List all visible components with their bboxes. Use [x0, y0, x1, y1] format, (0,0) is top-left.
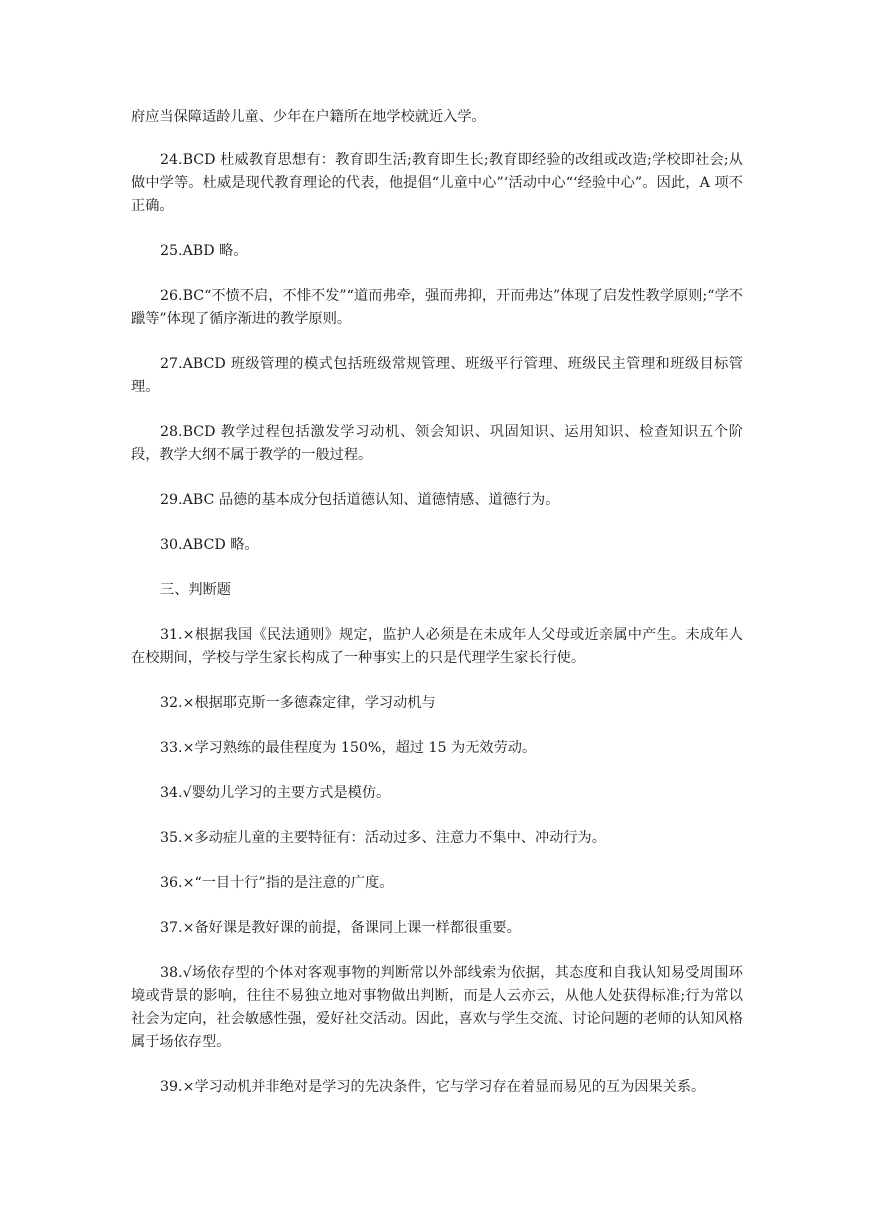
- answer-32: 32.×根据耶克斯一多德森定律，学习动机与: [160, 695, 436, 711]
- answer-34: 34.√婴幼儿学习的主要方式是模仿。: [160, 785, 391, 801]
- answer-36: 36.×“一目十行”指的是注意的广度。: [160, 875, 394, 891]
- answer-28: 28.BCD 教学过程包括激发学习动机、领会知识、巩固知识、运用知识、检查知识五个阶段，教学大纲不属于教学的一般过程。: [131, 424, 743, 463]
- answer-33: 33.×学习熟练的最佳程度为 150%，超过 15 为无效劳动。: [160, 740, 537, 756]
- answer-37: 37.×备好课是教好课的前提，备课同上课一样都很重要。: [160, 920, 521, 936]
- document-body: [131, 106, 743, 1121]
- answer-26: 26.BC“不愤不启，不悱不发”“道而弗牵，强而弗抑，开而弗达”体现了启发性教学原则;“学不躐等”体现了循序渐进的教学原则。: [131, 288, 743, 327]
- section-heading-judgment: 三、判断题: [160, 582, 231, 598]
- answer-35: 35.×多动症儿童的主要特征有：活动过多、注意力不集中、冲动行为。: [160, 830, 606, 846]
- answer-38: 38.√场依存型的个体对客观事物的判断常以外部线索为依据，其态度和自我认知易受周围环境或背景的影响，往往不易独立地对事物做出判断，而是人云亦云，从他人处获得标准;行为常以社会为定向，社会敏感性强，爱好社交活动。因此，喜欢与学生交流、讨论问题的老师的认知风格属于场依存型。: [131, 965, 743, 1050]
- answer-25: 25.ABD 略。: [160, 243, 248, 259]
- answer-39: 39.×学习动机并非绝对是学习的先决条件，它与学习存在着显而易见的互为因果关系。: [160, 1079, 706, 1095]
- answer-24: 24.BCD 杜威教育思想有：教育即生活;教育即生长;教育即经验的改组或改造;学校即社会;从做中学等。杜威是现代教育理论的代表，他提倡“儿童中心”‘活动中心“‘经验中心”。因此，A 项不正确。: [131, 152, 743, 214]
- answer-29: 29.ABC 品德的基本成分包括道德认知、道德情感、道德行为。: [160, 492, 560, 508]
- answer-31: 31.×根据我国《民法通则》规定，监护人必须是在未成年人父母或近亲属中产生。未成年人在校期间，学校与学生家长构成了一种事实上的只是代理学生家长行使。: [131, 627, 743, 666]
- answer-30: 30.ABCD 略。: [160, 537, 259, 553]
- paragraph-continuation: 府应当保障适龄儿童、少年在户籍所在地学校就近入学。: [131, 109, 486, 125]
- answer-27: 27.ABCD 班级管理的模式包括班级常规管理、班级平行管理、班级民主管理和班级目标管理。: [131, 356, 743, 395]
